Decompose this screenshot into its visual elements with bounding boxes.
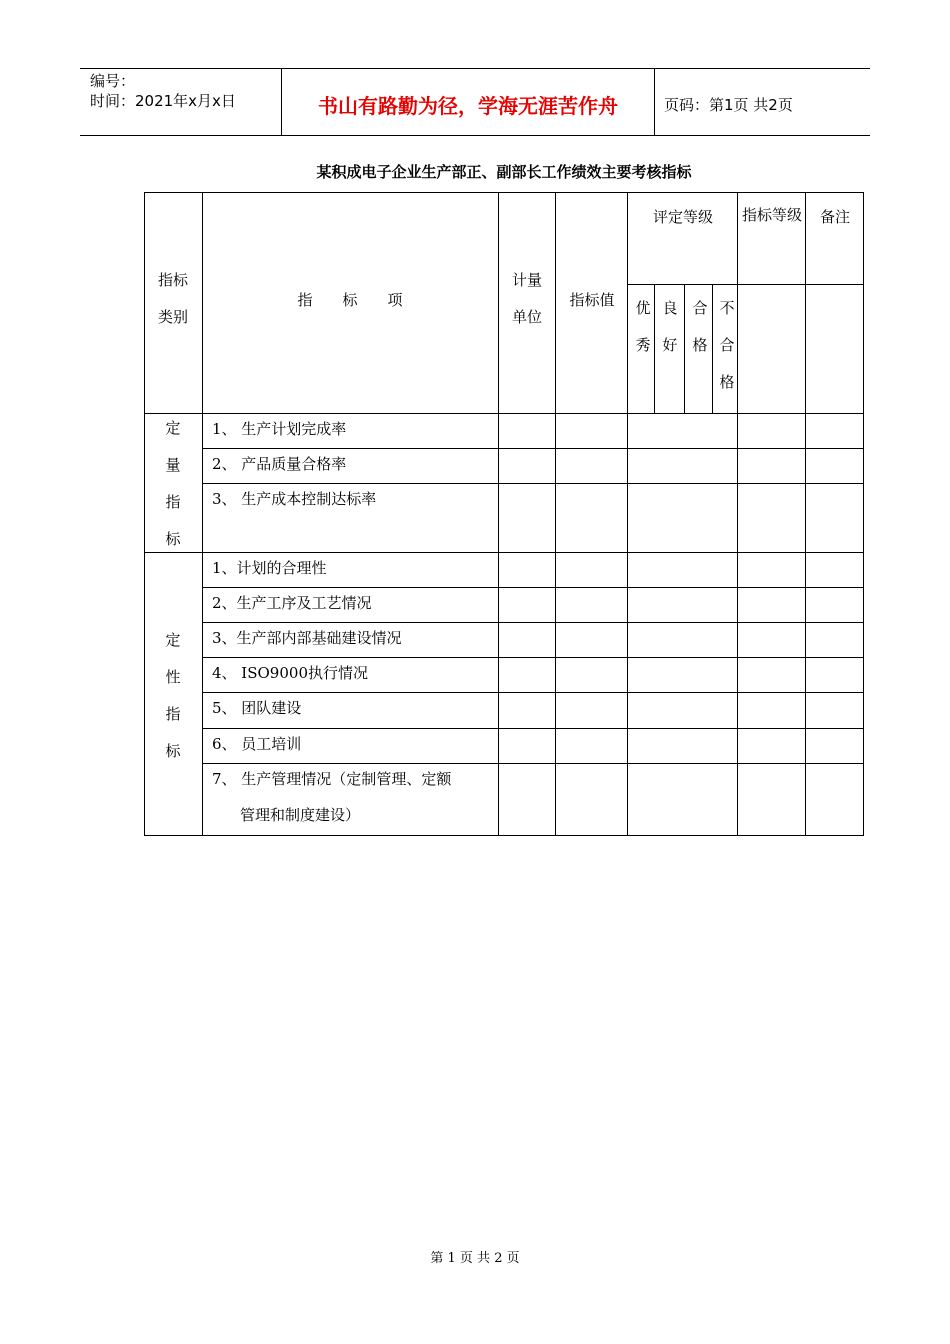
rating-good: 良好 [662,299,678,354]
motto: 书山有路勤为径，学海无涯苦作舟 [318,94,618,118]
col-header-category: 指标类别 [157,271,188,326]
table-row-item: 6、 员工培训 [212,735,302,753]
table-row-item: 3、生产部内部基础建设情况 [212,629,402,647]
col-header-unit: 计量单位 [511,271,542,326]
table-row-item: 3、 生产成本控制达标率 [212,490,377,508]
table-row-item: 5、 团队建设 [212,699,302,717]
serial-label: 编号： [90,72,136,90]
table-row-item: 2、生产工序及工艺情况 [212,594,372,612]
col-header-item: 指 标 项 [297,291,403,309]
table-row-item: 1、计划的合理性 [212,559,327,577]
table-row-item: 7、 生产管理情况（定制管理、定额 [212,770,452,788]
page-footer: 第 1 页 共 2 页 [430,1251,520,1266]
rating-pass: 合格 [692,299,708,354]
time-label: 时间：2021年x月x日 [90,92,236,110]
table-row-item: 1、 生产计划完成率 [212,420,347,438]
col-header-rating: 评定等级 [652,208,713,226]
col-header-value: 指标值 [569,291,615,309]
table-row-item-continued: 管理和制度建设） [240,806,361,824]
col-header-grade: 指标等级 [742,206,803,224]
rating-fail: 不合格 [719,299,735,391]
page-label: 页码：第1页 共2页 [664,96,793,114]
table-row-item: 2、 产品质量合格率 [212,455,347,473]
document-title: 某积成电子企业生产部正、副部长工作绩效主要考核指标 [316,163,692,181]
rating-excellent: 优秀 [635,299,651,354]
category-quantitative: 定量指标 [165,419,181,548]
category-qualitative: 定性指标 [165,631,181,760]
table-row-item: 4、 ISO9000执行情况 [212,664,368,682]
col-header-remark: 备注 [819,208,850,226]
